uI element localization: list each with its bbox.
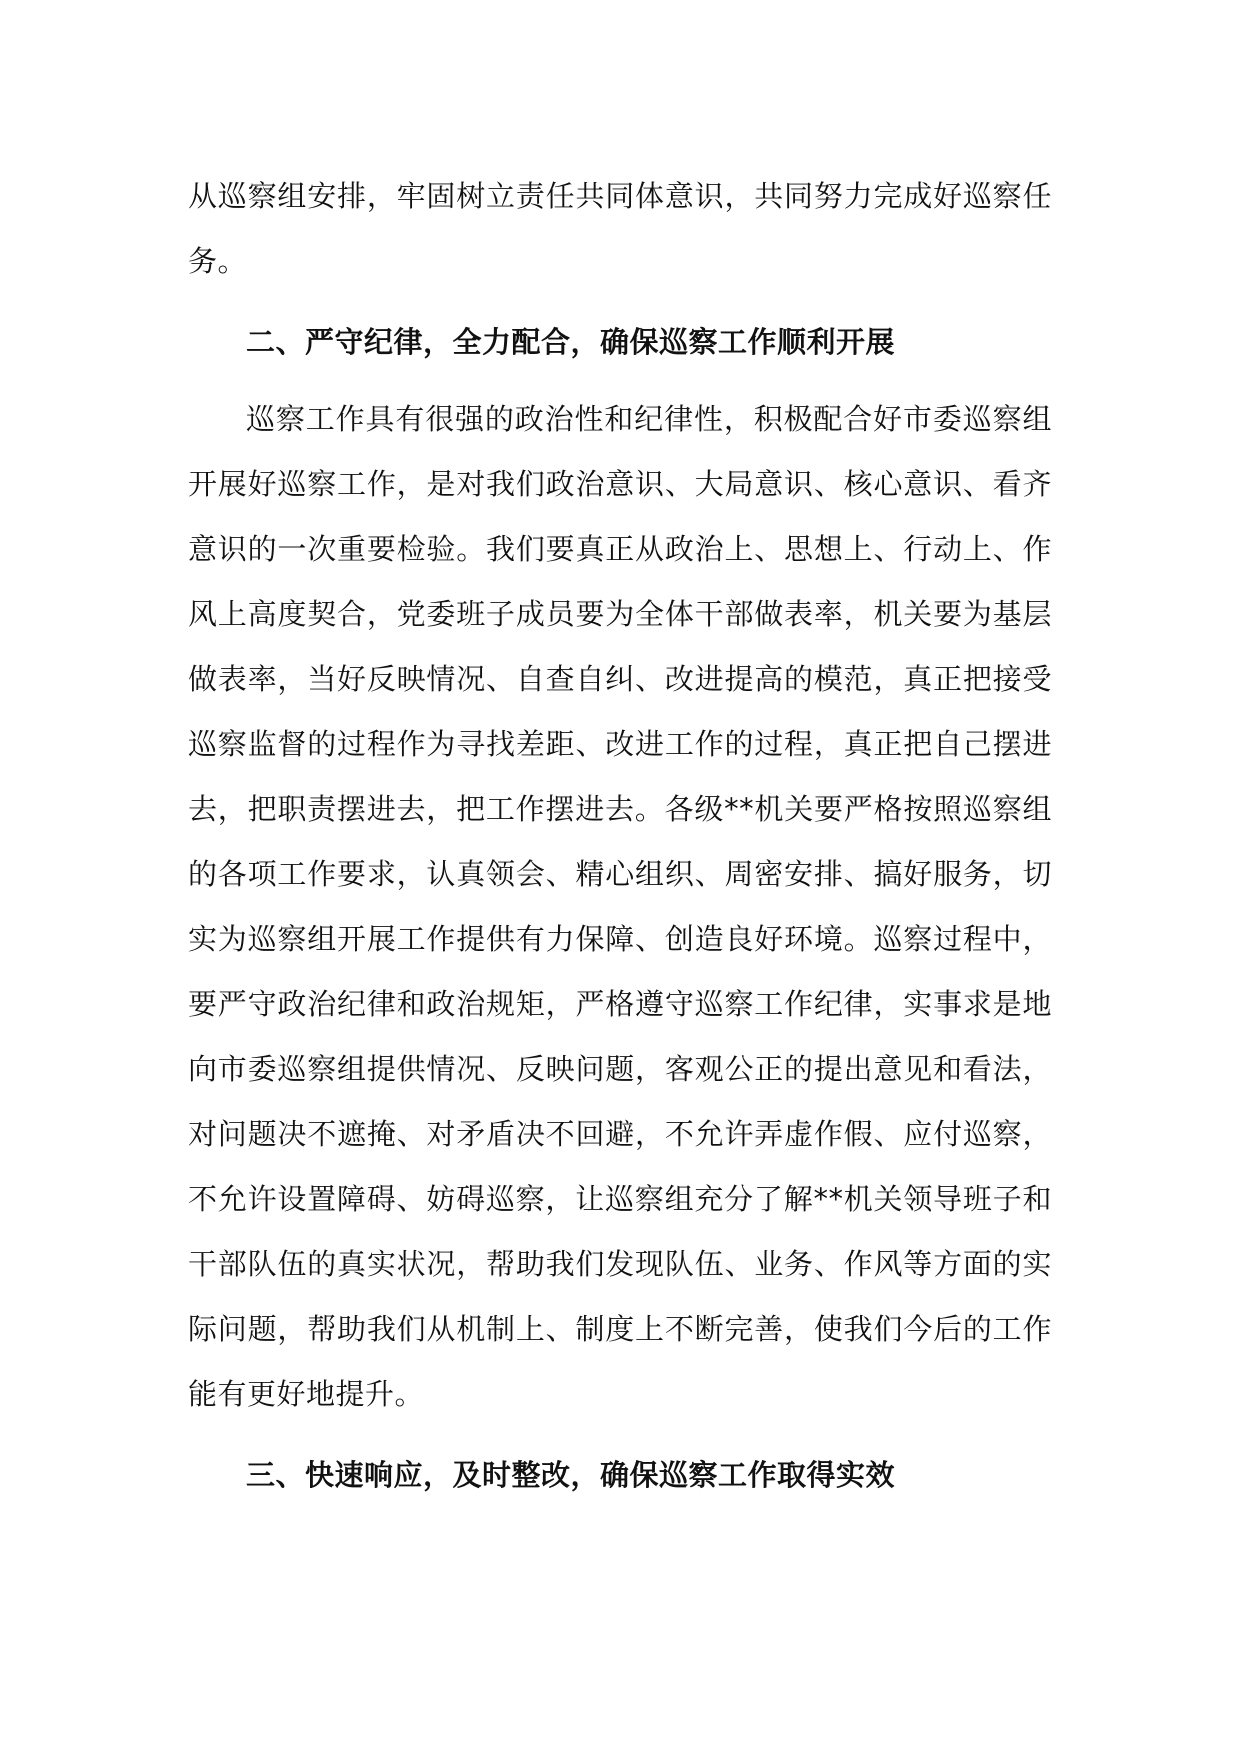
spacer	[188, 1427, 1052, 1443]
spacer	[188, 375, 1052, 387]
section-heading-2: 二、严守纪律，全力配合，确保巡察工作顺利开展	[246, 325, 896, 359]
spacer	[188, 294, 1052, 310]
paragraph-2: 巡察工作具有很强的政治性和纪律性，积极配合好市委巡察组开展好巡察工作，是对我们政治意识、大局意识、核心意识、看齐意识的一次重要检验。我们要真正从政治上、思想上、行动上、作风上高度契合，党委班子成员要为全体干部做表率，机关要为基层做表率，当好反映情况、自查自纠、改进提高的模范，真正把接受巡察监督的过程作为寻找差距、改进工作的过程，真正把自己摆进去，把职责摆进去，把工作摆进去。各级**机关要严格按照巡察组的各项工作要求，认真领会、精心组织、周密安排、搞好服务，切实为巡察组开展工作提供有力保障、创造良好环境。巡察过程中，要严守政治纪律和政治规矩，严格遵守巡察工作纪律，实事求是地向市委巡察组提供情况、反映问题，客观公正的提出意见和看法，对问题决不遮掩、对矛盾决不回避，不允许弄虚作假、应付巡察，不允许设置障碍、妨碍巡察，让巡察组充分了解**机关领导班子和干部队伍的真实状况，帮助我们发现队伍、业务、作风等方面的实际问题，帮助我们从机制上、制度上不断完善，使我们今后的工作能有更好地提升。	[188, 402, 1052, 1411]
document-body	[188, 164, 1052, 1508]
paragraph-continued: 从巡察组安排，牢固树立责任共同体意识，共同努力完成好巡察任务。	[188, 179, 1052, 278]
section-heading-3: 三、快速响应，及时整改，确保巡察工作取得实效	[246, 1458, 896, 1492]
